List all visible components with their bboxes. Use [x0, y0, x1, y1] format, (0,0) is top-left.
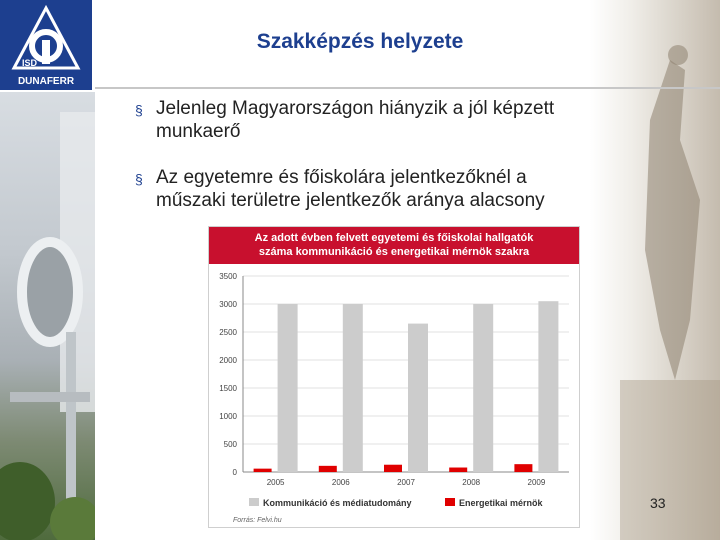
bullet-line: munkaerő [156, 121, 241, 142]
bullet-line: Az egyetemre és főiskolára jelentkezőknél a [156, 167, 527, 188]
bullet-line: Jelenleg Magyarországon hiányzik a jól képzett [156, 98, 555, 119]
y-tick-label: 2000 [219, 356, 237, 365]
bar-kommunikacio [408, 324, 428, 472]
y-tick-label: 3000 [219, 300, 237, 309]
legend-swatch-energetikai [445, 498, 455, 506]
y-tick-label: 3500 [219, 272, 237, 281]
statue-photo [590, 0, 720, 540]
legend-label-kommunikacio: Kommunikáció és médiatudomány [263, 498, 412, 508]
logo-text-top: ISD [22, 58, 38, 68]
x-tick-label: 2005 [266, 478, 285, 487]
building-photo [0, 92, 95, 540]
bar-kommunikacio [278, 304, 298, 472]
page-number: 33 [650, 495, 666, 511]
bar-energetikai [384, 465, 402, 472]
title-divider [95, 87, 720, 89]
y-tick-label: 2500 [219, 328, 237, 337]
bar-kommunikacio [343, 304, 363, 472]
bar-energetikai [319, 466, 337, 472]
x-tick-label: 2009 [527, 478, 546, 487]
chart-title-line2: száma kommunikáció és energetikai mérnök szakra [258, 246, 530, 258]
y-tick-label: 1000 [219, 412, 237, 421]
bullet-marker: § [135, 102, 143, 118]
x-tick-label: 2008 [462, 478, 481, 487]
bullet-line: műszaki területre jelentkezők aránya alacsony [156, 190, 545, 211]
chart-source: Forrás: Felvi.hu [233, 517, 282, 524]
y-tick-label: 500 [223, 440, 237, 449]
y-tick-label: 1500 [219, 384, 237, 393]
legend-label-energetikai: Energetikai mérnök [459, 498, 543, 508]
bar-kommunikacio [538, 301, 558, 472]
x-tick-label: 2006 [331, 478, 350, 487]
bullet-item [135, 166, 545, 212]
bullet-marker: § [135, 171, 143, 187]
bar-energetikai [449, 468, 467, 472]
bar-energetikai [254, 469, 272, 472]
bullet-item [135, 97, 555, 143]
chart-title [209, 227, 579, 264]
chart-title-line1: Az adott évben felvett egyetemi és főiskolai hallgatók [254, 232, 534, 244]
enrollment-chart [208, 226, 580, 528]
chart-plot [209, 264, 579, 527]
x-tick-label: 2007 [397, 478, 415, 487]
slide-title: Szakképzés helyzete [256, 30, 464, 53]
company-logo [0, 0, 92, 90]
bar-kommunikacio [473, 304, 493, 472]
isd-dunaferr-logo-icon [0, 0, 92, 90]
logo-text-bottom: DUNAFERR [17, 76, 75, 87]
y-tick-label: 0 [232, 468, 237, 477]
bar-energetikai [514, 464, 532, 472]
legend-swatch-kommunikacio [249, 498, 259, 506]
